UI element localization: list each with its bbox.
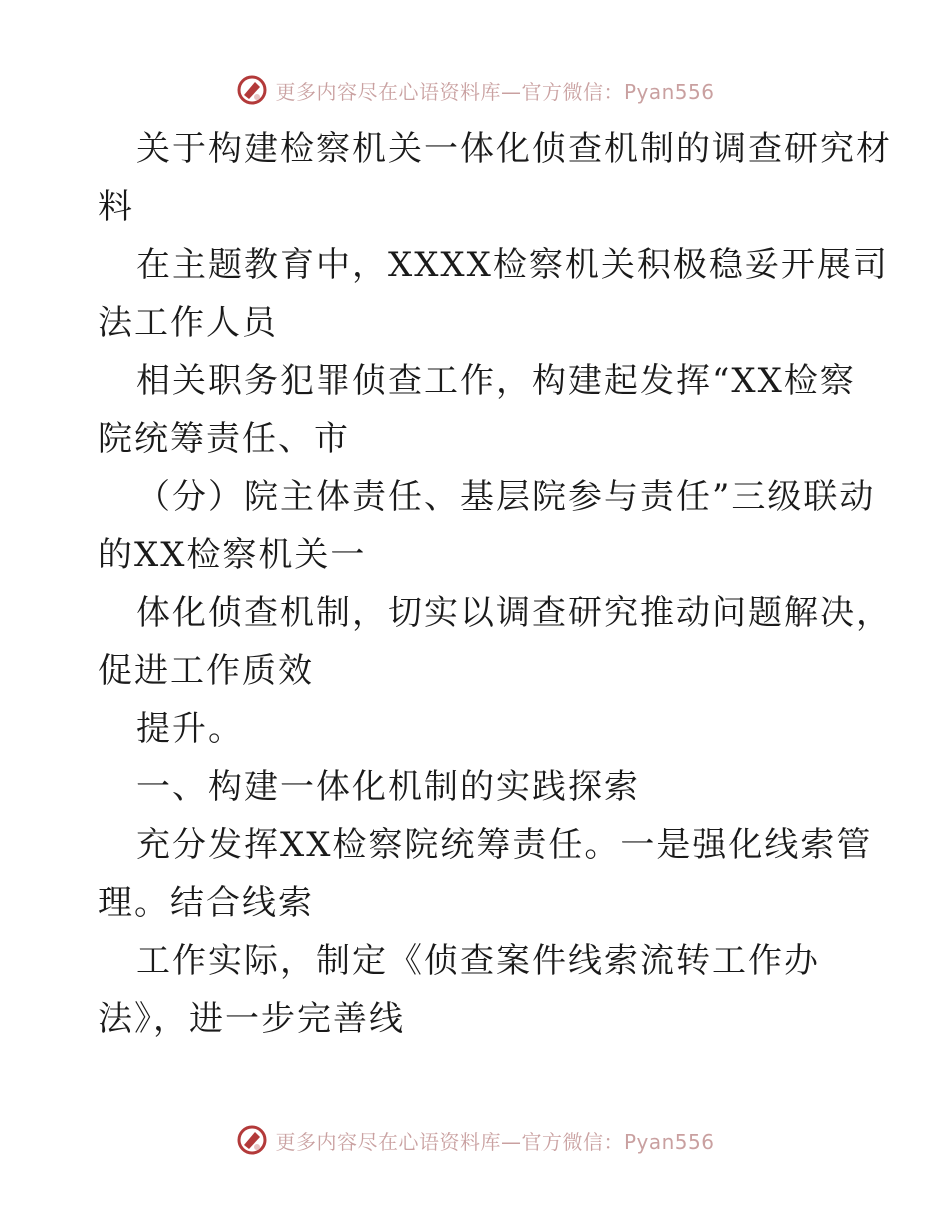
paragraph-line: 院统筹责任、市 xyxy=(98,419,350,459)
footer-watermark-banner xyxy=(0,1120,950,1160)
paragraph-line: 法工作人员 xyxy=(98,303,278,343)
paragraph-line: 在主题教育中，XXXX检察机关积极稳妥开展司 xyxy=(136,245,889,285)
document-body xyxy=(98,120,892,1048)
paragraph-line: 的XX检察机关一 xyxy=(98,535,367,575)
paragraph-line: 相关职务犯罪侦查工作，构建起发挥“XX检察 xyxy=(136,361,856,401)
banner-text: 更多内容尽在心语资料库—官方微信：Pyan556 xyxy=(275,1129,715,1154)
section-heading: 一、构建一体化机制的实践探索 xyxy=(136,767,640,807)
paragraph-line: 体化侦查机制，切实以调查研究推动问题解决， xyxy=(136,593,892,633)
doc-title-line-cont: 料 xyxy=(98,187,134,227)
paragraph-line: 工作实际，制定《侦查案件线索流转工作办 xyxy=(136,941,820,981)
paragraph-line: 理。结合线索 xyxy=(98,883,314,923)
paragraph-line: 充分发挥XX检察院统筹责任。一是强化线索管 xyxy=(136,825,873,865)
header-watermark-banner xyxy=(0,70,950,110)
brand-logo-icon xyxy=(235,1123,269,1157)
paragraph-line: （分）院主体责任、基层院参与责任”三级联动 xyxy=(136,477,876,517)
brand-logo-icon xyxy=(235,73,269,107)
paragraph-line: 促进工作质效 xyxy=(98,651,314,691)
paragraph-line: 法》，进一步完善线 xyxy=(98,999,405,1039)
banner-text: 更多内容尽在心语资料库—官方微信：Pyan556 xyxy=(275,79,715,104)
paragraph-line: 提升。 xyxy=(136,709,244,749)
doc-title-line: 关于构建检察机关一体化侦查机制的调查研究材 xyxy=(136,129,892,169)
